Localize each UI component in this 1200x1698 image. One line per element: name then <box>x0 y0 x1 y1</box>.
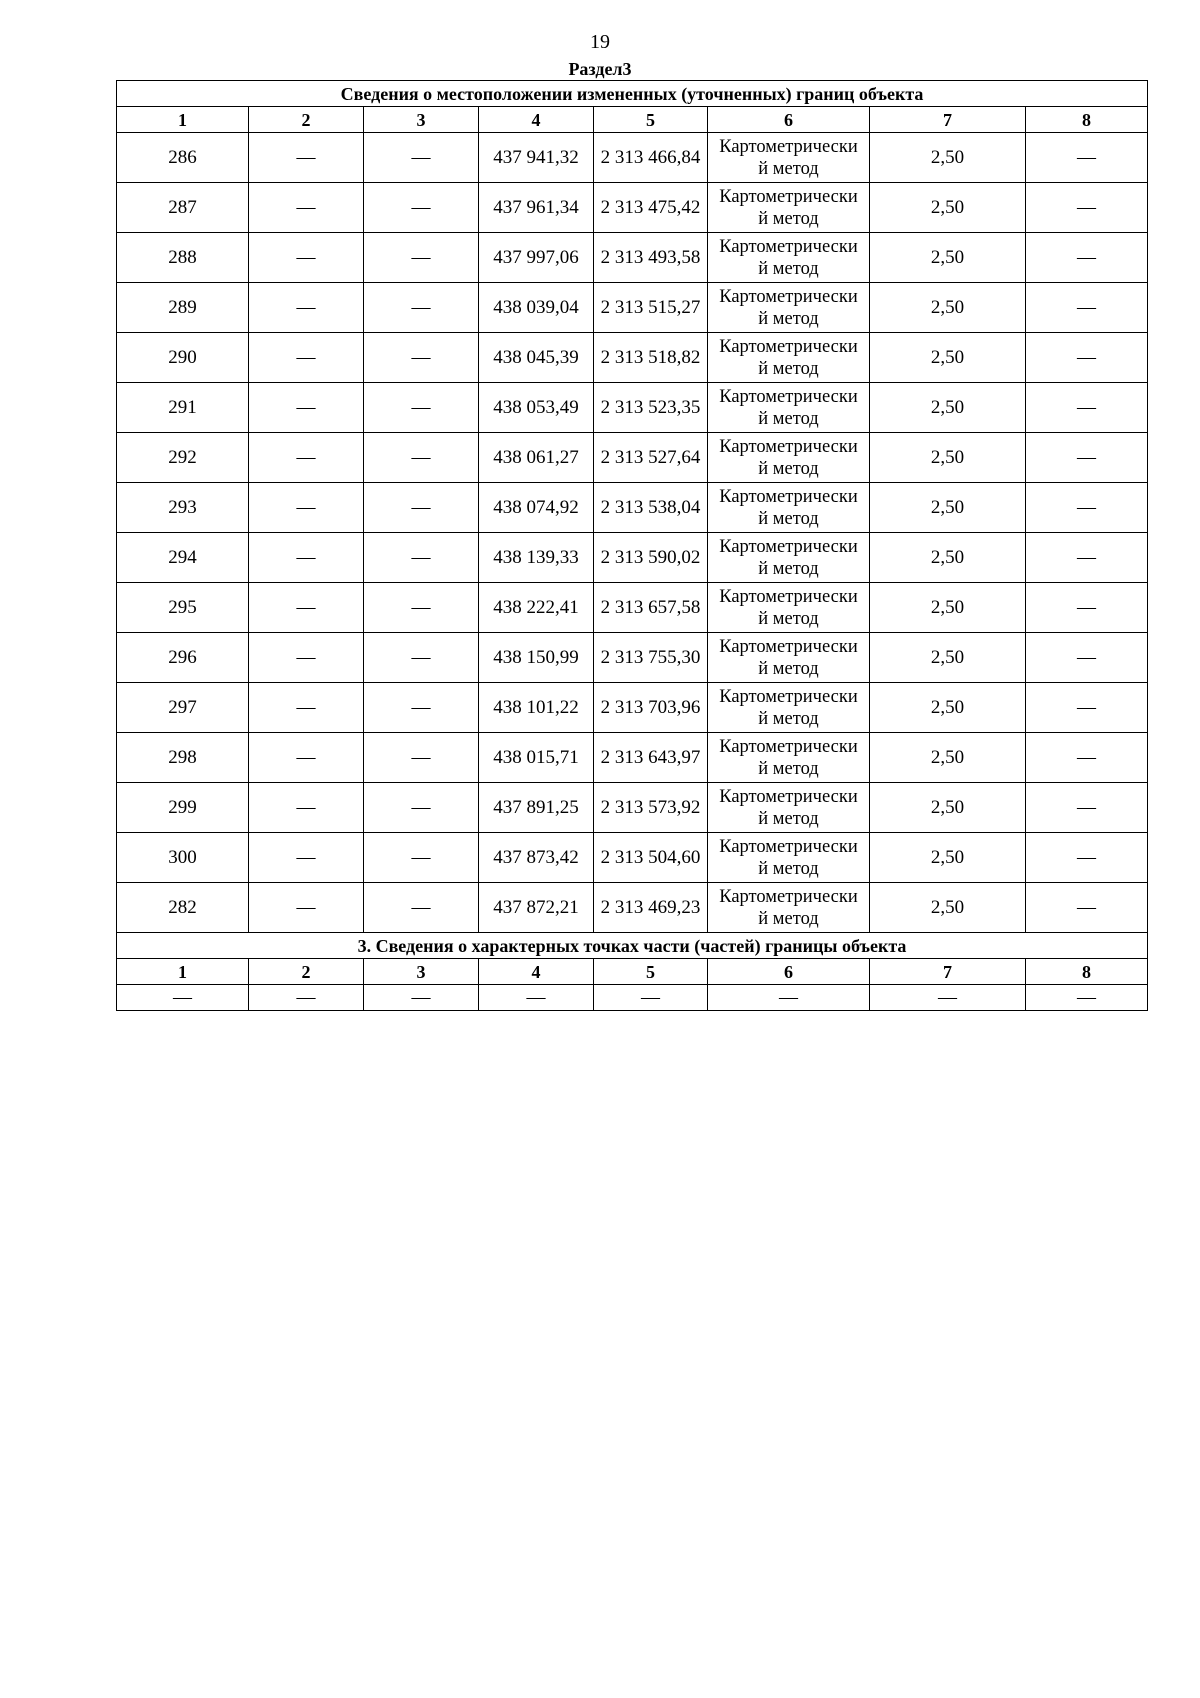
y-coordinate-cell: 2 313 590,02 <box>594 533 708 583</box>
method-cell <box>708 183 870 233</box>
empty-cell: — <box>249 633 364 683</box>
method-line: й метод <box>758 158 819 179</box>
column-header-row <box>117 107 1148 133</box>
y-coordinate-cell: 2 313 475,42 <box>594 183 708 233</box>
empty-cell: — <box>364 233 479 283</box>
method-line: Картометрически <box>719 486 858 507</box>
point-number-cell: 282 <box>117 883 249 933</box>
empty-cell: — <box>249 583 364 633</box>
empty-cell: — <box>249 233 364 283</box>
method-cell <box>708 633 870 683</box>
empty-cell: — <box>249 783 364 833</box>
method-line: й метод <box>758 208 819 229</box>
parts-empty-row <box>117 985 1148 1011</box>
method-cell <box>708 383 870 433</box>
y-coordinate-cell: 2 313 466,84 <box>594 133 708 183</box>
method-line: Картометрически <box>719 136 858 157</box>
table-row <box>117 333 1148 383</box>
empty-cell: — <box>1026 733 1148 783</box>
table-row <box>117 583 1148 633</box>
empty-cell: — <box>1026 533 1148 583</box>
x-coordinate-cell: 438 015,71 <box>479 733 594 783</box>
accuracy-cell: 2,50 <box>870 233 1026 283</box>
column-header: 1 <box>117 107 249 133</box>
point-number-cell: 286 <box>117 133 249 183</box>
method-cell <box>708 533 870 583</box>
point-number-cell: 299 <box>117 783 249 833</box>
empty-cell: — <box>364 133 479 183</box>
column-header: 5 <box>594 107 708 133</box>
method-cell <box>708 233 870 283</box>
method-cell <box>708 783 870 833</box>
method-cell <box>708 883 870 933</box>
empty-cell: — <box>364 833 479 883</box>
empty-cell: — <box>364 783 479 833</box>
empty-cell: — <box>364 433 479 483</box>
accuracy-cell: 2,50 <box>870 883 1026 933</box>
accuracy-cell: 2,50 <box>870 183 1026 233</box>
column-header: 1 <box>117 959 249 985</box>
x-coordinate-cell: 438 150,99 <box>479 633 594 683</box>
x-coordinate-cell: 437 873,42 <box>479 833 594 883</box>
method-line: Картометрически <box>719 586 858 607</box>
method-line: й метод <box>758 908 819 929</box>
page-number: 19 <box>590 31 610 53</box>
empty-cell: — <box>249 533 364 583</box>
empty-cell: — <box>249 683 364 733</box>
empty-cell: — <box>1026 633 1148 683</box>
y-coordinate-cell: 2 313 518,82 <box>594 333 708 383</box>
method-cell <box>708 583 870 633</box>
method-cell <box>708 833 870 883</box>
column-header: 7 <box>870 107 1026 133</box>
empty-cell: — <box>1026 683 1148 733</box>
method-cell <box>708 733 870 783</box>
column-header: 5 <box>594 959 708 985</box>
table-row <box>117 483 1148 533</box>
section-label: Раздел3 <box>568 59 632 79</box>
coordinates-table <box>116 80 1148 1011</box>
empty-cell: — <box>1026 133 1148 183</box>
x-coordinate-cell: 438 045,39 <box>479 333 594 383</box>
point-number-cell: 293 <box>117 483 249 533</box>
column-header: 3 <box>364 959 479 985</box>
x-coordinate-cell: 438 053,49 <box>479 383 594 433</box>
accuracy-cell: 2,50 <box>870 583 1026 633</box>
column-header: 8 <box>1026 107 1148 133</box>
empty-cell: — <box>364 283 479 333</box>
method-line: Картометрически <box>719 286 858 307</box>
y-coordinate-cell: 2 313 755,30 <box>594 633 708 683</box>
empty-cell: — <box>364 633 479 683</box>
accuracy-cell: 2,50 <box>870 733 1026 783</box>
table-title-row <box>117 81 1148 107</box>
empty-cell: — <box>708 985 870 1011</box>
point-number-cell: 291 <box>117 383 249 433</box>
empty-cell: — <box>1026 383 1148 433</box>
x-coordinate-cell: 437 997,06 <box>479 233 594 283</box>
empty-cell: — <box>249 883 364 933</box>
y-coordinate-cell: 2 313 493,58 <box>594 233 708 283</box>
x-coordinate-cell: 438 074,92 <box>479 483 594 533</box>
x-coordinate-cell: 438 139,33 <box>479 533 594 583</box>
table-row <box>117 733 1148 783</box>
point-number-cell: 288 <box>117 233 249 283</box>
column-header: 8 <box>1026 959 1148 985</box>
accuracy-cell: 2,50 <box>870 833 1026 883</box>
empty-cell: — <box>249 733 364 783</box>
table-row <box>117 833 1148 883</box>
empty-cell: — <box>249 985 364 1011</box>
empty-cell: — <box>364 583 479 633</box>
empty-cell: — <box>1026 483 1148 533</box>
method-cell <box>708 283 870 333</box>
method-line: Картометрически <box>719 436 858 457</box>
column-header: 6 <box>708 959 870 985</box>
table-row <box>117 383 1148 433</box>
method-line: й метод <box>758 258 819 279</box>
y-coordinate-cell: 2 313 515,27 <box>594 283 708 333</box>
empty-cell: — <box>249 433 364 483</box>
point-number-cell: 289 <box>117 283 249 333</box>
point-number-cell: 292 <box>117 433 249 483</box>
empty-cell: — <box>364 883 479 933</box>
empty-cell: — <box>249 283 364 333</box>
x-coordinate-cell: 438 039,04 <box>479 283 594 333</box>
y-coordinate-cell: 2 313 703,96 <box>594 683 708 733</box>
method-line: Картометрически <box>719 636 858 657</box>
empty-cell: — <box>364 483 479 533</box>
y-coordinate-cell: 2 313 523,35 <box>594 383 708 433</box>
method-line: Картометрически <box>719 736 858 757</box>
empty-cell: — <box>1026 283 1148 333</box>
method-line: Картометрически <box>719 836 858 857</box>
method-line: й метод <box>758 358 819 379</box>
table-row <box>117 283 1148 333</box>
parts-column-header-row <box>117 959 1148 985</box>
x-coordinate-cell: 438 101,22 <box>479 683 594 733</box>
method-line: й метод <box>758 608 819 629</box>
empty-cell: — <box>249 333 364 383</box>
empty-cell: — <box>249 383 364 433</box>
empty-cell: — <box>1026 783 1148 833</box>
column-header: 2 <box>249 107 364 133</box>
method-cell <box>708 433 870 483</box>
method-line: Картометрически <box>719 236 858 257</box>
empty-cell: — <box>1026 985 1148 1011</box>
empty-cell: — <box>364 183 479 233</box>
x-coordinate-cell: 438 222,41 <box>479 583 594 633</box>
method-line: Картометрически <box>719 786 858 807</box>
method-line: й метод <box>758 558 819 579</box>
accuracy-cell: 2,50 <box>870 533 1026 583</box>
method-line: й метод <box>758 508 819 529</box>
empty-cell: — <box>364 985 479 1011</box>
column-header: 4 <box>479 959 594 985</box>
table-row <box>117 883 1148 933</box>
column-header: 4 <box>479 107 594 133</box>
method-line: Картометрически <box>719 536 858 557</box>
table-row <box>117 233 1148 283</box>
column-header: 2 <box>249 959 364 985</box>
point-number-cell: 287 <box>117 183 249 233</box>
table-row <box>117 683 1148 733</box>
empty-cell: — <box>1026 433 1148 483</box>
method-cell <box>708 133 870 183</box>
empty-cell: — <box>870 985 1026 1011</box>
method-line: й метод <box>758 808 819 829</box>
accuracy-cell: 2,50 <box>870 783 1026 833</box>
method-line: Картометрически <box>719 886 858 907</box>
method-line: й метод <box>758 708 819 729</box>
method-line: й метод <box>758 408 819 429</box>
method-cell <box>708 333 870 383</box>
y-coordinate-cell: 2 313 643,97 <box>594 733 708 783</box>
method-line: Картометрически <box>719 336 858 357</box>
point-number-cell: 298 <box>117 733 249 783</box>
column-header: 7 <box>870 959 1026 985</box>
table-row <box>117 433 1148 483</box>
column-header: 6 <box>708 107 870 133</box>
column-header: 3 <box>364 107 479 133</box>
point-number-cell: 294 <box>117 533 249 583</box>
empty-cell: — <box>364 733 479 783</box>
method-line: Картометрически <box>719 686 858 707</box>
empty-cell: — <box>249 133 364 183</box>
accuracy-cell: 2,50 <box>870 633 1026 683</box>
empty-cell: — <box>117 985 249 1011</box>
accuracy-cell: 2,50 <box>870 433 1026 483</box>
empty-cell: — <box>1026 183 1148 233</box>
x-coordinate-cell: 437 941,32 <box>479 133 594 183</box>
empty-cell: — <box>1026 583 1148 633</box>
x-coordinate-cell: 437 961,34 <box>479 183 594 233</box>
point-number-cell: 297 <box>117 683 249 733</box>
empty-cell: — <box>249 483 364 533</box>
empty-cell: — <box>1026 233 1148 283</box>
y-coordinate-cell: 2 313 469,23 <box>594 883 708 933</box>
method-line: Картометрически <box>719 186 858 207</box>
empty-cell: — <box>479 985 594 1011</box>
method-line: й метод <box>758 458 819 479</box>
point-number-cell: 290 <box>117 333 249 383</box>
table-row <box>117 633 1148 683</box>
method-line: Картометрически <box>719 386 858 407</box>
accuracy-cell: 2,50 <box>870 483 1026 533</box>
point-number-cell: 300 <box>117 833 249 883</box>
parts-table-title-row <box>117 933 1148 959</box>
x-coordinate-cell: 438 061,27 <box>479 433 594 483</box>
method-line: й метод <box>758 308 819 329</box>
x-coordinate-cell: 437 872,21 <box>479 883 594 933</box>
accuracy-cell: 2,50 <box>870 133 1026 183</box>
y-coordinate-cell: 2 313 538,04 <box>594 483 708 533</box>
method-cell <box>708 483 870 533</box>
point-number-cell: 296 <box>117 633 249 683</box>
empty-cell: — <box>1026 333 1148 383</box>
table-row <box>117 183 1148 233</box>
empty-cell: — <box>364 683 479 733</box>
table-row <box>117 133 1148 183</box>
accuracy-cell: 2,50 <box>870 333 1026 383</box>
table-title: Сведения о местоположении измененных (уточненных) границ объекта <box>117 81 1148 107</box>
y-coordinate-cell: 2 313 657,58 <box>594 583 708 633</box>
accuracy-cell: 2,50 <box>870 683 1026 733</box>
empty-cell: — <box>364 533 479 583</box>
method-cell <box>708 683 870 733</box>
point-number-cell: 295 <box>117 583 249 633</box>
y-coordinate-cell: 2 313 573,92 <box>594 783 708 833</box>
y-coordinate-cell: 2 313 527,64 <box>594 433 708 483</box>
parts-table-title: 3. Сведения о характерных точках части (частей) границы объекта <box>117 933 1148 959</box>
empty-cell: — <box>594 985 708 1011</box>
table-row <box>117 783 1148 833</box>
method-line: й метод <box>758 658 819 679</box>
empty-cell: — <box>249 183 364 233</box>
empty-cell: — <box>364 383 479 433</box>
empty-cell: — <box>1026 883 1148 933</box>
empty-cell: — <box>364 333 479 383</box>
x-coordinate-cell: 437 891,25 <box>479 783 594 833</box>
y-coordinate-cell: 2 313 504,60 <box>594 833 708 883</box>
accuracy-cell: 2,50 <box>870 283 1026 333</box>
table-row <box>117 533 1148 583</box>
method-line: й метод <box>758 758 819 779</box>
accuracy-cell: 2,50 <box>870 383 1026 433</box>
empty-cell: — <box>249 833 364 883</box>
method-line: й метод <box>758 858 819 879</box>
empty-cell: — <box>1026 833 1148 883</box>
